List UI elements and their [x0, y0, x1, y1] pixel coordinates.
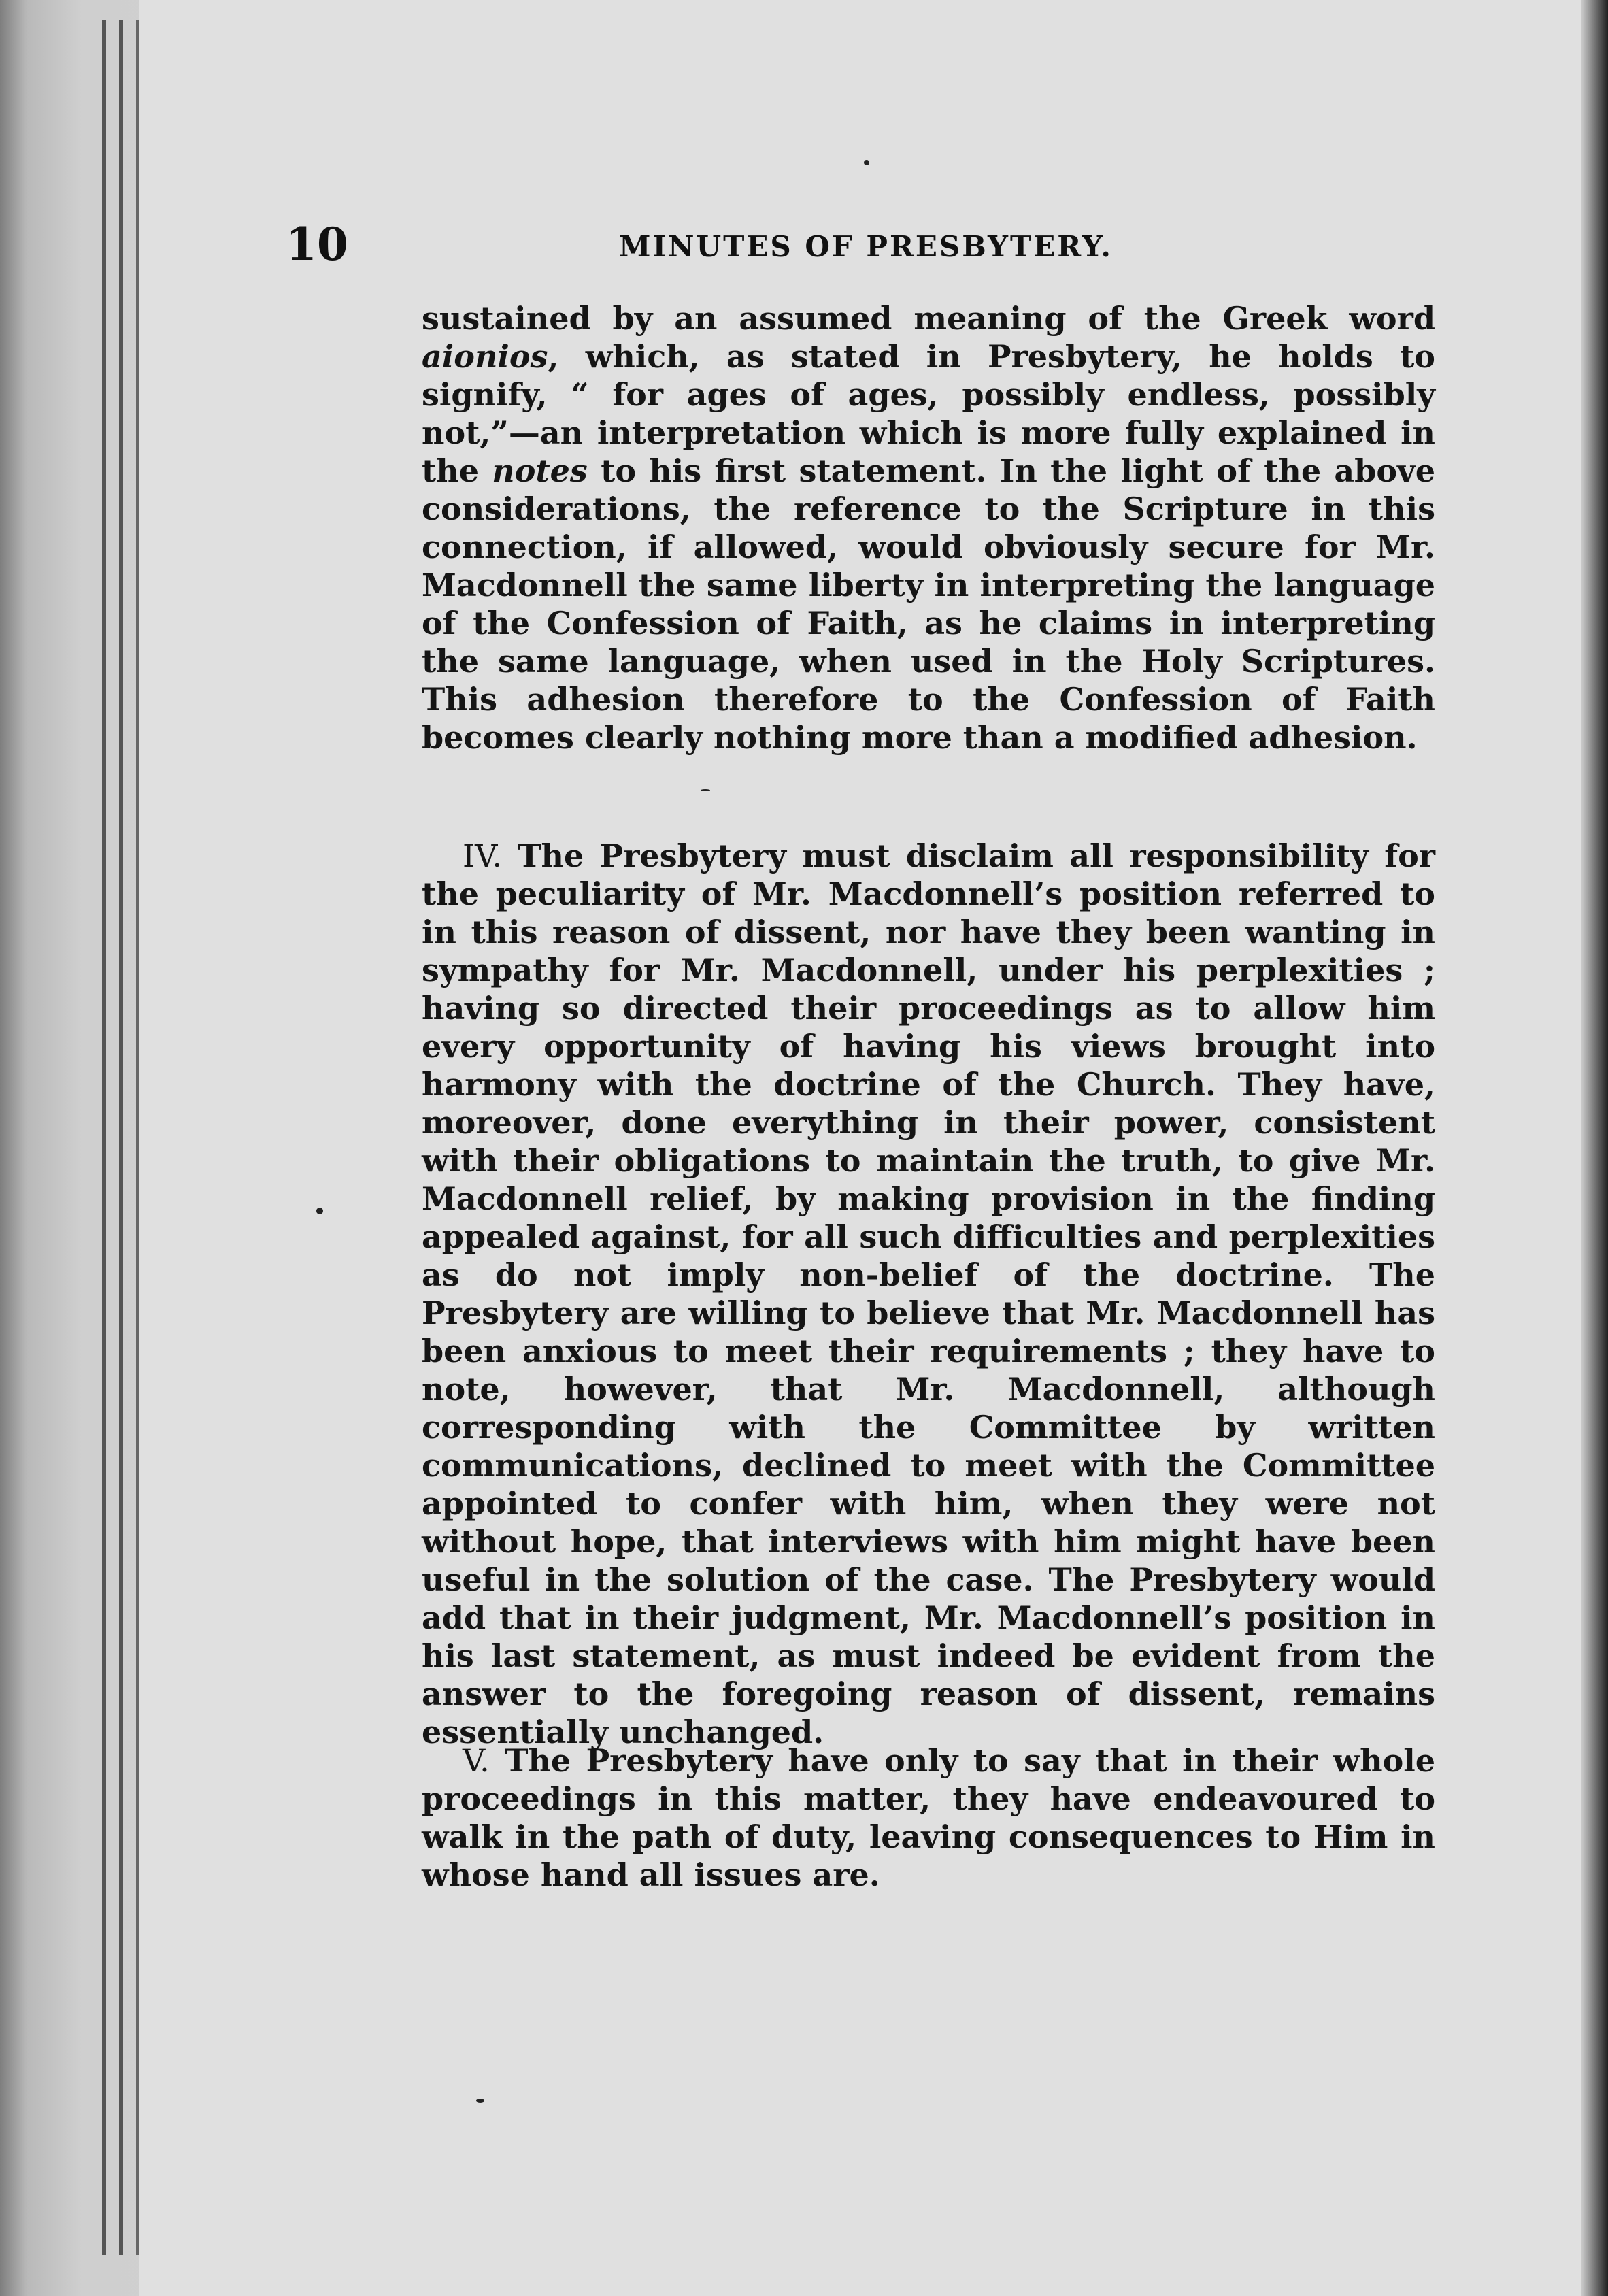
page-stack-edge	[102, 20, 106, 2255]
page-number: 10	[286, 218, 348, 271]
paragraph-text: , which, as stated in Presbytery, he holds to signify, “ for ages of ages, possibly endless, possibly not,”—an interpretation which is more fully explained in the	[422, 338, 1435, 489]
ink-speck	[864, 160, 869, 165]
paragraph-iv	[422, 837, 1435, 1751]
notes-word: notes	[492, 452, 588, 489]
binding-shadow	[1581, 0, 1608, 2296]
paragraph-continuation	[422, 299, 1435, 756]
ink-speck	[316, 1208, 323, 1214]
paragraph-text: The Presbytery have only to say that in their whole proceedings in this matter, they have endeavoured to walk in the path of duty, leaving consequences to Him in whose hand all issues are.	[422, 1742, 1436, 1893]
section-numeral: IV.	[463, 837, 502, 874]
greek-word: aionios	[422, 338, 548, 375]
paragraph-v	[422, 1742, 1435, 1894]
ink-speck	[701, 789, 710, 791]
paragraph-text: The Presbytery must disclaim all responsibility for the peculiarity of Mr. Macdonnell’s position referred to in this reason of dissent, nor have they been wanting in sympathy for Mr. Macdonnell, under his perplexities ; having so directed their proceedings as to allow him every opportunity of having his views brought into harmony with the doctrine of the Church. They have, moreover, done everything in their power, consistent with their obligations to maintain the truth, to give Mr. Macdonnell relief, by making provision in the finding appealed against, for all such difficulties and perplexities as do not imply non-belief of the doctrine. The Presbytery are willing to believe that Mr. Macdonnell has been anxious to meet their requirements ; they have to note, however, that Mr. Macdonnell, although corresponding with the Committee by written communications, declined to meet with the Committee appointed to confer with him, when they were not without hope, that interviews with him might have been useful in the solution of the case. The Presbytery would add that in their judgment, Mr. Macdonnell’s position in his last statement, as must indeed be evident from the answer to the foregoing reason of dissent, remains essentially unchanged.	[422, 837, 1435, 1750]
running-head: MINUTES OF PRESBYTERY.	[619, 230, 1113, 263]
page-stack-edge	[119, 20, 123, 2255]
paragraph-text: to his first statement. In the light of the above considerations, the reference to the Scripture in this connection, if allowed, would obviously secure for Mr. Macdonnell the same liberty in interpreting the language of the Confession of Faith, as he claims in interpreting the same language, when used in the Holy Scriptures. This adhesion therefore to the Confession of Faith becomes clearly nothing more than a modified adhesion.	[422, 452, 1436, 756]
section-numeral: V.	[463, 1742, 490, 1779]
page-header	[286, 218, 1428, 272]
paragraph-text: sustained by an assumed meaning of the Greek word	[422, 300, 1435, 337]
ink-speck	[476, 2099, 484, 2103]
